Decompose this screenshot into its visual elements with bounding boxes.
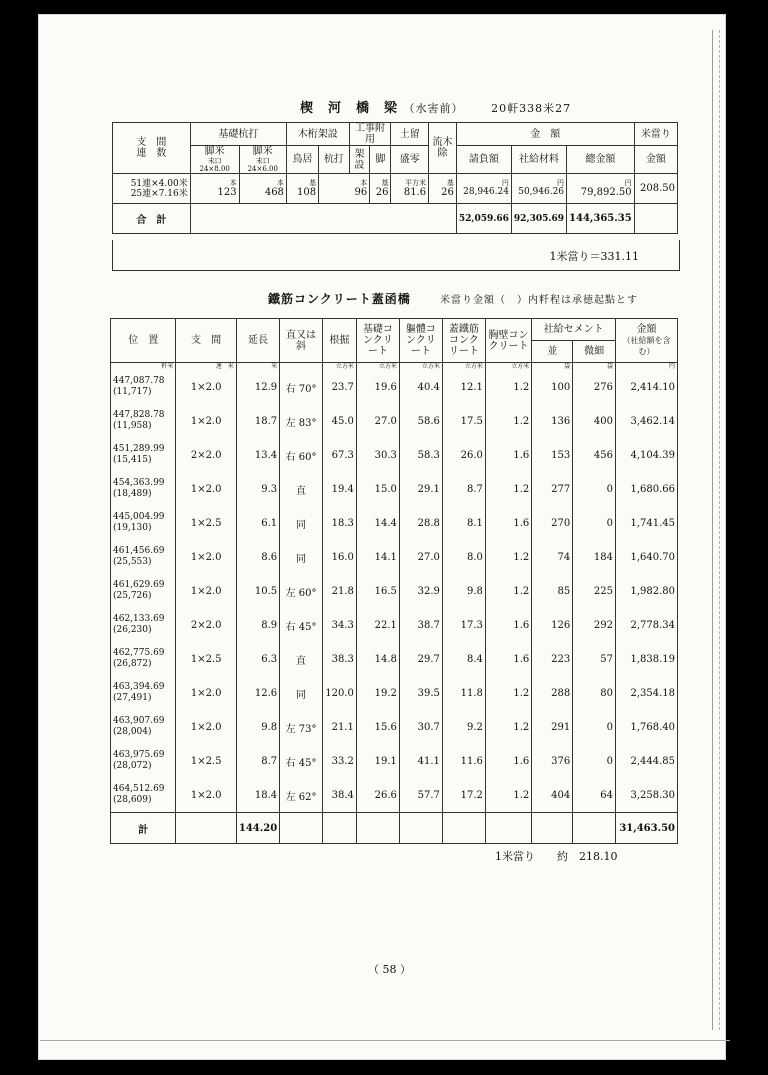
row-body: 32.9 bbox=[399, 574, 442, 608]
row-exc: 45.0 bbox=[322, 404, 356, 438]
header-cement-fine: 微細 bbox=[573, 341, 616, 363]
row-ang: 左 62° bbox=[280, 778, 323, 813]
row-total: 79,892.50 bbox=[580, 186, 632, 198]
row-location: 461,456.69 (25,553) bbox=[111, 540, 176, 574]
row-location: 461,629.69 (25,726) bbox=[111, 574, 176, 608]
table-row bbox=[111, 778, 678, 813]
header-material: 社給材料 bbox=[511, 146, 566, 174]
row-par: 1.6 bbox=[485, 506, 531, 540]
row-fnd: 15.6 bbox=[356, 710, 399, 744]
row-span: 1×2.0 bbox=[176, 370, 236, 404]
page-number: （ 58 ） bbox=[368, 963, 411, 976]
row-ang: 左 83° bbox=[280, 404, 323, 438]
row-len: 18.4 bbox=[236, 778, 279, 813]
row-location: 447,087.78 (11,717) bbox=[111, 370, 176, 404]
header-per-meter: 米當り bbox=[634, 123, 677, 146]
row-par: 1.2 bbox=[485, 370, 531, 404]
row-span: 1×2.0 bbox=[176, 404, 236, 438]
row-exc: 18.3 bbox=[322, 506, 356, 540]
row-len: 8.9 bbox=[236, 608, 279, 642]
row-cf: 456 bbox=[573, 438, 616, 472]
row-amt: 3,258.30 bbox=[616, 778, 678, 813]
row-cf: 0 bbox=[573, 506, 616, 540]
row-location: 451,289.99 (15,415) bbox=[111, 438, 176, 472]
header-section: 支 間 連 数 bbox=[113, 123, 191, 174]
row-body: 38.7 bbox=[399, 608, 442, 642]
header-cement-normal: 並 bbox=[532, 341, 573, 363]
row-len: 6.1 bbox=[236, 506, 279, 540]
total-amount: 31,463.50 bbox=[616, 813, 678, 844]
row-exc: 38.4 bbox=[322, 778, 356, 813]
row-len: 13.4 bbox=[236, 438, 279, 472]
row-exc: 38.3 bbox=[322, 642, 356, 676]
row-location: 463,394.69 (27,491) bbox=[111, 676, 176, 710]
row-exc: 21.1 bbox=[322, 710, 356, 744]
row-par: 1.6 bbox=[485, 642, 531, 676]
row-cn: 153 bbox=[532, 438, 573, 472]
row-len: 8.6 bbox=[236, 540, 279, 574]
row-amt: 2,414.10 bbox=[616, 370, 678, 404]
header-per-meter2: 金額 bbox=[634, 146, 677, 174]
row-fnd: 19.1 bbox=[356, 744, 399, 778]
row-ang: 直 bbox=[280, 642, 323, 676]
row-exc: 120.0 bbox=[322, 676, 356, 710]
row-ang: 右 45° bbox=[280, 608, 323, 642]
row-cf: 0 bbox=[573, 710, 616, 744]
header-contract: 請負額 bbox=[456, 146, 511, 174]
row-cov: 11.8 bbox=[442, 676, 485, 710]
header-kakeru: 架設 bbox=[349, 146, 370, 174]
row-len: 6.3 bbox=[236, 642, 279, 676]
table-row bbox=[111, 608, 678, 642]
row-cn: 277 bbox=[532, 472, 573, 506]
header-soil: 土留 bbox=[391, 123, 429, 146]
row-span: 1×2.0 bbox=[176, 778, 236, 813]
row-kyaku: 26 bbox=[375, 186, 389, 198]
row-cov: 9.2 bbox=[442, 710, 485, 744]
table-row: 51連×4.00米 25連×7.16米 本 123 本 468 基 108 本 96 基 26 平方米 81.6 基 26 円 28,946.24 円 50,946.26 円 79,892.50 208.50 bbox=[113, 174, 678, 204]
table-row bbox=[111, 574, 678, 608]
sum-total: 144,365.35 bbox=[567, 204, 635, 234]
row-cf: 225 bbox=[573, 574, 616, 608]
row-fnd: 19.2 bbox=[356, 676, 399, 710]
row-ang: 右 70° bbox=[280, 370, 323, 404]
row-body: 58.3 bbox=[399, 438, 442, 472]
row-amt: 2,778.34 bbox=[616, 608, 678, 642]
table-row bbox=[111, 676, 678, 710]
header-work: 工事附用 bbox=[349, 123, 391, 146]
row-cf: 0 bbox=[573, 472, 616, 506]
header-cover: 蓋鐵筋コンクリート bbox=[442, 319, 485, 363]
row-body: 30.7 bbox=[399, 710, 442, 744]
row-location: 447,828.78 (11,958) bbox=[111, 404, 176, 438]
header-foundation: 基礎コンクリート bbox=[356, 319, 399, 363]
header-torii: 鳥居 bbox=[286, 146, 318, 174]
header-excavation: 根掘 bbox=[322, 319, 356, 363]
row-len: 9.3 bbox=[236, 472, 279, 506]
table-row bbox=[111, 404, 678, 438]
bridge-table bbox=[112, 122, 678, 234]
header-body: 軀體コンクリート bbox=[399, 319, 442, 363]
row-len: 8.7 bbox=[236, 744, 279, 778]
row-cov: 11.6 bbox=[442, 744, 485, 778]
row-per-meter: 208.50 bbox=[634, 174, 677, 204]
row-body: 29.1 bbox=[399, 472, 442, 506]
per-meter-summary: 1米當り 約 218.10 bbox=[495, 850, 618, 863]
row-amt: 2,354.18 bbox=[616, 676, 678, 710]
row-fnd: 15.0 bbox=[356, 472, 399, 506]
row-location: 445,004.99 (19,130) bbox=[111, 506, 176, 540]
row-par: 1.2 bbox=[485, 676, 531, 710]
sum-label: 合 計 bbox=[113, 204, 191, 234]
header-parapet: 胸壁コンクリート bbox=[485, 319, 531, 363]
table-row bbox=[111, 506, 678, 540]
row-body: 39.5 bbox=[399, 676, 442, 710]
row-ang: 右 45° bbox=[280, 744, 323, 778]
sum-contract: 52,059.66 bbox=[456, 204, 511, 234]
row-location: 462,133.69 (26,230) bbox=[111, 608, 176, 642]
row-body: 41.1 bbox=[399, 744, 442, 778]
row-cn: 85 bbox=[532, 574, 573, 608]
row-exc: 16.0 bbox=[322, 540, 356, 574]
row-drift: 26 bbox=[441, 186, 454, 198]
row-cov: 8.0 bbox=[442, 540, 485, 574]
row-amt: 2,444.85 bbox=[616, 744, 678, 778]
row-cov: 26.0 bbox=[442, 438, 485, 472]
table-row bbox=[111, 540, 678, 574]
row-ang: 左 60° bbox=[280, 574, 323, 608]
row-par: 1.6 bbox=[485, 608, 531, 642]
row-location: 463,975.69 (28,072) bbox=[111, 744, 176, 778]
table-row bbox=[111, 438, 678, 472]
row-location: 462,775.69 (26,872) bbox=[111, 642, 176, 676]
row-body: 28.8 bbox=[399, 506, 442, 540]
header-amount: 金額 （社給額を含む） bbox=[616, 319, 678, 363]
row-span: 1×2.0 bbox=[176, 676, 236, 710]
total-row bbox=[111, 813, 678, 844]
row-cn: 74 bbox=[532, 540, 573, 574]
row-exc: 21.8 bbox=[322, 574, 356, 608]
concrete-table-title: 鐵筋コンクリート蓋函橋 米當り金額（ ）内粁程は承徳起點とす bbox=[268, 292, 638, 306]
row-par: 1.2 bbox=[485, 472, 531, 506]
row-fnd: 19.6 bbox=[356, 370, 399, 404]
row-fnd: 26.6 bbox=[356, 778, 399, 813]
header-pile2: 脚米 末口24×6.00 bbox=[239, 146, 286, 174]
per-meter-line: 1米當り＝331.11 bbox=[549, 250, 639, 263]
row-ang: 同 bbox=[280, 540, 323, 574]
row-exc: 33.2 bbox=[322, 744, 356, 778]
row-ang: 右 60° bbox=[280, 438, 323, 472]
row-span: 2×2.0 bbox=[176, 438, 236, 472]
row-span: 1×2.0 bbox=[176, 710, 236, 744]
row-par: 1.6 bbox=[485, 744, 531, 778]
header-amount: 金 額 bbox=[456, 123, 634, 146]
row-amt: 1,838.19 bbox=[616, 642, 678, 676]
bridge-table-title: 楔 河 橋 梁 （水害前） 20軒338米27 bbox=[300, 101, 572, 116]
row-cn: 291 bbox=[532, 710, 573, 744]
row-cov: 17.5 bbox=[442, 404, 485, 438]
row-amt: 1,982.80 bbox=[616, 574, 678, 608]
header-kui: 杭打 bbox=[319, 146, 349, 174]
row-location: 463,907.69 (28,004) bbox=[111, 710, 176, 744]
row-span: 1×2.0 bbox=[176, 540, 236, 574]
row-spans: 51連×4.00米 25連×7.16米 bbox=[113, 174, 191, 204]
row-span: 1×2.5 bbox=[176, 506, 236, 540]
row-span: 2×2.0 bbox=[176, 608, 236, 642]
row-location: 454,363.99 (18,489) bbox=[111, 472, 176, 506]
row-par: 1.2 bbox=[485, 710, 531, 744]
row-pile1: 123 bbox=[217, 186, 237, 198]
row-ang: 直 bbox=[280, 472, 323, 506]
row-body: 40.4 bbox=[399, 370, 442, 404]
row-body: 58.6 bbox=[399, 404, 442, 438]
row-len: 12.6 bbox=[236, 676, 279, 710]
row-ang: 左 73° bbox=[280, 710, 323, 744]
row-fnd: 16.5 bbox=[356, 574, 399, 608]
row-amt: 1,640.70 bbox=[616, 540, 678, 574]
page-edge bbox=[712, 30, 753, 1030]
row-ang: 同 bbox=[280, 506, 323, 540]
row-fnd: 14.8 bbox=[356, 642, 399, 676]
total-length: 144.20 bbox=[236, 813, 279, 844]
row-exc: 19.4 bbox=[322, 472, 356, 506]
row-cn: 223 bbox=[532, 642, 573, 676]
row-amt: 1,768.40 bbox=[616, 710, 678, 744]
row-cf: 292 bbox=[573, 608, 616, 642]
row-body: 27.0 bbox=[399, 540, 442, 574]
header-span: 支 間 bbox=[176, 319, 236, 363]
row-par: 1.2 bbox=[485, 778, 531, 813]
row-exc: 23.7 bbox=[322, 370, 356, 404]
row-cn: 288 bbox=[532, 676, 573, 710]
row-fnd: 22.1 bbox=[356, 608, 399, 642]
sum-material: 92,305.69 bbox=[511, 204, 566, 234]
row-cov: 8.7 bbox=[442, 472, 485, 506]
row-fnd: 30.3 bbox=[356, 438, 399, 472]
row-par: 1.2 bbox=[485, 540, 531, 574]
row-soil: 81.6 bbox=[403, 186, 427, 198]
sum-row bbox=[113, 204, 678, 234]
row-cov: 12.1 bbox=[442, 370, 485, 404]
row-par: 1.2 bbox=[485, 404, 531, 438]
header-soil2: 盛零 bbox=[391, 146, 429, 174]
table-row bbox=[111, 472, 678, 506]
header-drift: 流木除 bbox=[429, 123, 457, 174]
bridge-table-footer bbox=[112, 240, 680, 271]
row-len: 12.9 bbox=[236, 370, 279, 404]
row-amt: 4,104.39 bbox=[616, 438, 678, 472]
table-row bbox=[111, 642, 678, 676]
row-ang: 同 bbox=[280, 676, 323, 710]
row-exc: 67.3 bbox=[322, 438, 356, 472]
row-cf: 400 bbox=[573, 404, 616, 438]
row-fnd: 27.0 bbox=[356, 404, 399, 438]
header-angle: 直又は斜 bbox=[280, 319, 323, 363]
row-cov: 17.2 bbox=[442, 778, 485, 813]
row-cov: 8.4 bbox=[442, 642, 485, 676]
row-material: 50,946.26 bbox=[518, 187, 565, 197]
row-cov: 17.3 bbox=[442, 608, 485, 642]
header-location: 位 置 bbox=[111, 319, 176, 363]
row-par: 1.2 bbox=[485, 574, 531, 608]
row-cov: 9.8 bbox=[442, 574, 485, 608]
row-exc: 34.3 bbox=[322, 608, 356, 642]
row-body: 29.7 bbox=[399, 642, 442, 676]
row-cf: 276 bbox=[573, 370, 616, 404]
header-pile: 基礎杭打 bbox=[190, 123, 286, 146]
table-row bbox=[111, 744, 678, 778]
row-par: 1.6 bbox=[485, 438, 531, 472]
row-cn: 404 bbox=[532, 778, 573, 813]
row-cov: 8.1 bbox=[442, 506, 485, 540]
row-pile2: 468 bbox=[264, 186, 284, 198]
row-amt: 3,462.14 bbox=[616, 404, 678, 438]
row-len: 18.7 bbox=[236, 404, 279, 438]
row-cn: 100 bbox=[532, 370, 573, 404]
row-cf: 80 bbox=[573, 676, 616, 710]
header-total: 總金額 bbox=[567, 146, 635, 174]
row-fnd: 14.1 bbox=[356, 540, 399, 574]
header-timber: 木桁架設 bbox=[286, 123, 349, 146]
row-cf: 184 bbox=[573, 540, 616, 574]
row-cf: 64 bbox=[573, 778, 616, 813]
concrete-table-note: 米當り金額（ ）内粁程は承徳起點とす bbox=[439, 295, 638, 306]
page-edge-bottom bbox=[40, 1040, 730, 1055]
row-len: 9.8 bbox=[236, 710, 279, 744]
row-location: 464,512.69 (28,609) bbox=[111, 778, 176, 813]
table-row bbox=[111, 370, 678, 404]
header-length: 延長 bbox=[236, 319, 279, 363]
header-cement: 社給セメント bbox=[532, 319, 616, 341]
row-cn: 270 bbox=[532, 506, 573, 540]
row-len: 10.5 bbox=[236, 574, 279, 608]
row-kui: 96 bbox=[354, 186, 368, 198]
row-cn: 126 bbox=[532, 608, 573, 642]
row-torii: 108 bbox=[296, 186, 317, 198]
row-body: 57.7 bbox=[399, 778, 442, 813]
row-amt: 1,741.45 bbox=[616, 506, 678, 540]
total-label: 計 bbox=[111, 813, 176, 844]
row-span: 1×2.0 bbox=[176, 472, 236, 506]
header-pile1: 脚米 末口24×8.00 bbox=[190, 146, 239, 174]
row-cf: 57 bbox=[573, 642, 616, 676]
row-contract: 28,946.24 bbox=[463, 187, 509, 197]
row-span: 1×2.5 bbox=[176, 744, 236, 778]
header-kyaku: 脚 bbox=[370, 146, 391, 174]
row-cn: 136 bbox=[532, 404, 573, 438]
concrete-table: 位 置 支 間 延長 直又は斜 根掘 基礎コンクリート 軀體コンクリート 蓋鐵筋コンクリート 胸壁コンクリート 社給セメント 金額 （社給額を含む） 並 微細 粁米 連 米 米 立方米 立方米 立方米 立方米 立方米 袋 袋 円 447,087.78 (11,717) 1×2.0 12.9 右 70° 23.7 19.6 40.4 12.1 1.2 100 276 2,414.10 447,828.78 (11,958) 1×2.0 18.7 左 83° 45.0 27.0 58.6 17.5 1.2 136 400 3,462.14 451,289.99 (15,415) 2×2.0 13.4 右 60° 67.3 30.3 58.3 26.0 1.6 153 456 4,104.39 454,363.99 (18,489) 1×2.0 9.3 直 19.4 15.0 29.1 8.7 1.2 277 0 1,680.66 445,004.99 (19,130) 1×2.5 6.1 同 18.3 14.4 28.8 8.1 1.6 270 0 1,741.45 461,456.69 (25,553) 1×2.0 8.6 同 16.0 14.1 27.0 8.0 1.2 74 184 1,640.70 461,629.69 (25,726) 1×2.0 10.5 左 60° 21.8 16.5 32.9 9.8 1.2 85 225 1,982.80 462,133.69 (26,230) 2×2.0 8.9 右 45° 34.3 22.1 38.7 17.3 1.6 126 292 2,778.34 462,775.69 (26,872) 1×2.5 6.3 直 38.3 14.8 29.7 8.4 1.6 223 57 1,838.19 463,394.69 (27,491) 1×2.0 12.6 同 120.0 19.2 39.5 11.8 1.2 288 80 2,354.18 463,907.69 (28,004) 1×2.0 9.8 左 73° 21.1 15.6 30.7 9.2 1.2 291 0 1,768.40 463,975.69 (28,072) 1×2.5 8.7 右 45° 33.2 19.1 41.1 11.6 1.6 376 0 2,444.85 464,512.69 (28,609) 1×2.0 18.4 左 62° 38.4 26.6 57.7 17.2 1.2 404 64 3,258.30 計 144.20 31,463.50 bbox=[110, 318, 678, 844]
row-cn: 376 bbox=[532, 744, 573, 778]
row-fnd: 14.4 bbox=[356, 506, 399, 540]
row-cf: 0 bbox=[573, 744, 616, 778]
row-span: 1×2.0 bbox=[176, 574, 236, 608]
table-row bbox=[111, 710, 678, 744]
row-amt: 1,680.66 bbox=[616, 472, 678, 506]
row-span: 1×2.5 bbox=[176, 642, 236, 676]
